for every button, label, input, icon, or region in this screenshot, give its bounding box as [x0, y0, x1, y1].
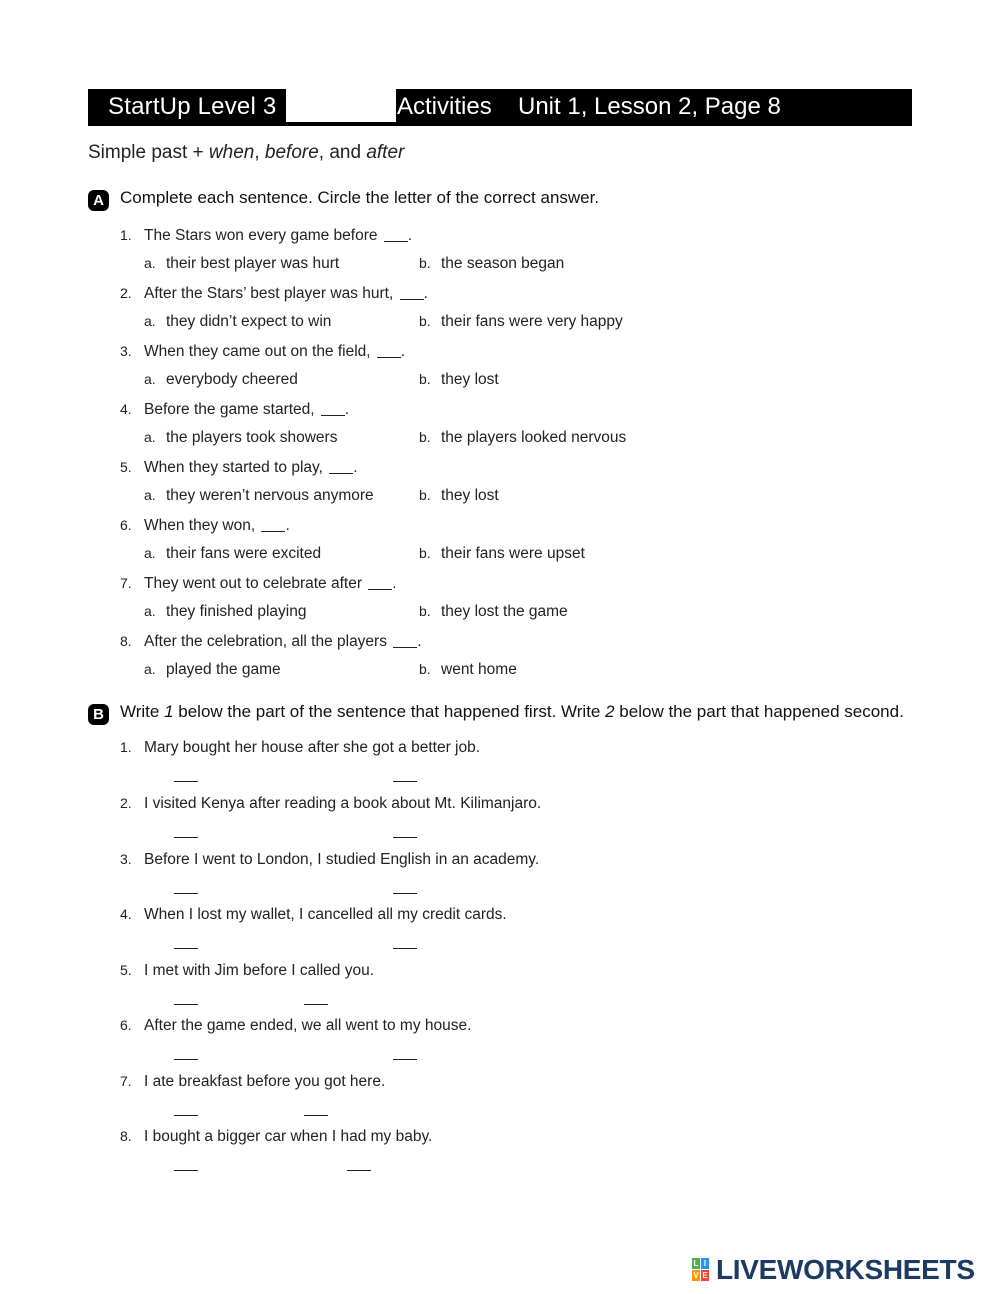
question-b-7: [120, 1073, 385, 1091]
option-text: they didn’t expect to win: [166, 313, 332, 330]
answer-blank: [393, 647, 417, 648]
answer-blank-second[interactable]: [393, 893, 417, 894]
answer-blank: [377, 357, 401, 358]
option-text: played the game: [166, 661, 281, 678]
question-text: When they won,: [144, 517, 256, 534]
question-end: .: [353, 459, 358, 476]
option-text: their fans were upset: [441, 545, 585, 562]
question-a-3: [120, 343, 405, 361]
option-letter: a.: [144, 487, 156, 503]
question-text: Before the game started,: [144, 401, 315, 418]
option-letter: a.: [144, 371, 156, 387]
question-end: .: [400, 343, 406, 360]
answer-blank-second[interactable]: [304, 1115, 328, 1116]
option-b[interactable]: [419, 545, 585, 563]
option-letter: b.: [419, 255, 431, 271]
answer-blank: [321, 415, 345, 416]
question-b-5: [120, 962, 374, 980]
answer-blank-first[interactable]: [174, 948, 198, 949]
option-letter: b.: [419, 487, 431, 503]
question-b-1: [120, 739, 480, 757]
question-number: 8.: [120, 633, 132, 649]
answer-blank-first[interactable]: [174, 893, 198, 894]
liveworksheets-logo-text: LIVEWORKSHEETS: [716, 1254, 975, 1285]
option-letter: b.: [419, 661, 431, 677]
option-text: they lost the game: [441, 603, 568, 620]
question-number: 4.: [120, 906, 132, 922]
question-text: Before I went to London, I studied English in an academy.: [144, 851, 540, 868]
option-a[interactable]: [144, 603, 306, 621]
option-text: the players looked nervous: [441, 429, 627, 446]
question-end: .: [407, 227, 413, 244]
question-text: They went out to celebrate after: [144, 575, 362, 592]
question-text: After the Stars’ best player was hurt,: [144, 285, 394, 302]
question-number: 6.: [120, 1017, 132, 1033]
option-letter: a.: [144, 429, 156, 445]
option-letter: a.: [144, 545, 156, 561]
answer-blank-second[interactable]: [347, 1170, 371, 1171]
option-letter: b.: [419, 603, 431, 619]
question-number: 5.: [120, 459, 132, 475]
answer-blank-first[interactable]: [174, 837, 198, 838]
option-letter: b.: [419, 313, 431, 329]
question-end: .: [423, 285, 428, 302]
question-text: I met with Jim before I called you.: [144, 962, 375, 979]
answer-blank-first[interactable]: [174, 1059, 198, 1060]
question-b-8: [120, 1128, 432, 1146]
option-text: everybody cheered: [166, 371, 298, 388]
answer-blank-second[interactable]: [393, 781, 417, 782]
question-number: 3.: [120, 851, 132, 867]
answer-blank-first[interactable]: [174, 1115, 198, 1116]
question-a-7: [120, 575, 397, 593]
option-a[interactable]: [144, 661, 281, 679]
question-text: The Stars won every game before: [144, 227, 378, 244]
option-b[interactable]: [419, 429, 626, 447]
answer-blank-first[interactable]: [174, 1004, 198, 1005]
answer-blank: [329, 473, 353, 474]
option-text: they lost: [441, 487, 499, 504]
question-number: 6.: [120, 517, 132, 533]
question-end: .: [344, 401, 350, 418]
question-number: 5.: [120, 962, 132, 978]
subtitle-sep1: ,: [254, 142, 265, 163]
question-end: .: [285, 517, 290, 534]
header-blank-box: [286, 89, 396, 122]
question-number: 8.: [120, 1128, 132, 1144]
question-end: .: [392, 575, 397, 592]
question-text: I bought a bigger car when I had my baby.: [144, 1128, 433, 1145]
question-number: 7.: [120, 575, 132, 591]
subtitle-sep2: , and: [318, 142, 367, 163]
option-a[interactable]: [144, 487, 374, 505]
question-text: When they came out on the field,: [144, 343, 371, 360]
question-text: I visited Kenya after reading a book about Mt. Kilimanjaro.: [144, 795, 542, 812]
option-text: their fans were very happy: [441, 313, 623, 330]
question-a-4: [120, 401, 349, 419]
section-b-instruction-num1: 1: [164, 702, 174, 721]
section-b-heading: [88, 702, 904, 725]
answer-blank-second[interactable]: [304, 1004, 328, 1005]
section-b-instruction-part: below the part that happened second.: [614, 702, 904, 721]
answer-blank-first[interactable]: [174, 781, 198, 782]
question-text: When I lost my wallet, I cancelled all my credit cards.: [144, 906, 507, 923]
section-b-instruction-num2: 2: [605, 702, 615, 721]
question-number: 2.: [120, 795, 132, 811]
header-activities: Activities: [397, 93, 492, 120]
option-b[interactable]: [419, 255, 564, 273]
header-unit: Unit 1, Lesson 2, Page 8: [518, 93, 781, 120]
option-a[interactable]: [144, 429, 337, 447]
option-a[interactable]: [144, 371, 298, 389]
question-text: Mary bought her house after she got a better job.: [144, 739, 481, 756]
question-end: .: [417, 633, 422, 650]
option-text: they weren’t nervous anymore: [166, 487, 374, 504]
question-b-4: [120, 906, 507, 924]
option-text: the players took showers: [166, 429, 338, 446]
subtitle-before: before: [264, 142, 319, 163]
section-a-instruction: Complete each sentence. Circle the letter of the correct answer.: [120, 188, 600, 207]
page-header: [88, 89, 912, 126]
option-letter: b.: [419, 545, 431, 561]
page-subtitle: [88, 142, 404, 164]
option-text: their fans were excited: [166, 545, 322, 562]
option-b[interactable]: [419, 313, 623, 331]
section-b-badge: B: [88, 704, 109, 725]
answer-blank-second[interactable]: [393, 948, 417, 949]
option-letter: a.: [144, 313, 156, 329]
option-b[interactable]: [419, 487, 499, 505]
option-a[interactable]: [144, 255, 339, 273]
option-a[interactable]: [144, 545, 321, 563]
answer-blank: [400, 299, 424, 300]
answer-blank: [261, 531, 285, 532]
question-b-3: [120, 851, 539, 869]
option-letter: b.: [419, 371, 431, 387]
option-b[interactable]: [419, 603, 568, 621]
liveworksheets-logo-icon: L I V E: [693, 1259, 708, 1280]
question-a-6: [120, 517, 290, 535]
question-number: 7.: [120, 1073, 132, 1089]
subtitle-prefix: Simple past +: [88, 142, 209, 163]
subtitle-when: when: [208, 142, 255, 163]
option-text: they finished playing: [166, 603, 307, 620]
option-text: their best player was hurt: [166, 255, 340, 272]
question-number: 3.: [120, 343, 132, 359]
question-text: After the game ended, we all went to my house.: [144, 1017, 472, 1034]
option-letter: a.: [144, 255, 156, 271]
section-a-heading: [88, 188, 599, 211]
header-title: StartUp Level 3: [108, 93, 277, 120]
option-text: the season began: [441, 255, 565, 272]
question-a-8: [120, 633, 422, 651]
option-b[interactable]: [419, 371, 499, 389]
section-b-instruction-part: below the part of the sentence that happened first. Write: [173, 702, 606, 721]
answer-blank-first[interactable]: [174, 1170, 198, 1171]
answer-blank-second[interactable]: [393, 1059, 417, 1060]
question-b-6: [120, 1017, 471, 1035]
answer-blank: [384, 241, 408, 242]
option-b[interactable]: [419, 661, 517, 679]
subtitle-after: after: [366, 142, 405, 163]
option-letter: a.: [144, 603, 156, 619]
option-text: they lost: [441, 371, 499, 388]
question-number: 4.: [120, 401, 132, 417]
question-b-2: [120, 795, 541, 813]
question-a-5: [120, 459, 358, 477]
option-letter: b.: [419, 429, 431, 445]
question-text: I ate breakfast before you got here.: [144, 1073, 386, 1090]
answer-blank-second[interactable]: [393, 837, 417, 838]
question-number: 1.: [120, 227, 132, 243]
answer-blank: [368, 589, 392, 590]
option-text: went home: [441, 661, 517, 678]
question-a-2: [120, 285, 428, 303]
option-a[interactable]: [144, 313, 331, 331]
section-a-badge: A: [88, 190, 109, 211]
question-number: 2.: [120, 285, 132, 301]
section-b-instruction-part: Write: [120, 702, 165, 721]
option-letter: a.: [144, 661, 156, 677]
question-text: After the celebration, all the players: [144, 633, 387, 650]
question-a-1: [120, 227, 412, 245]
question-text: When they started to play,: [144, 459, 323, 476]
question-number: 1.: [120, 739, 132, 755]
